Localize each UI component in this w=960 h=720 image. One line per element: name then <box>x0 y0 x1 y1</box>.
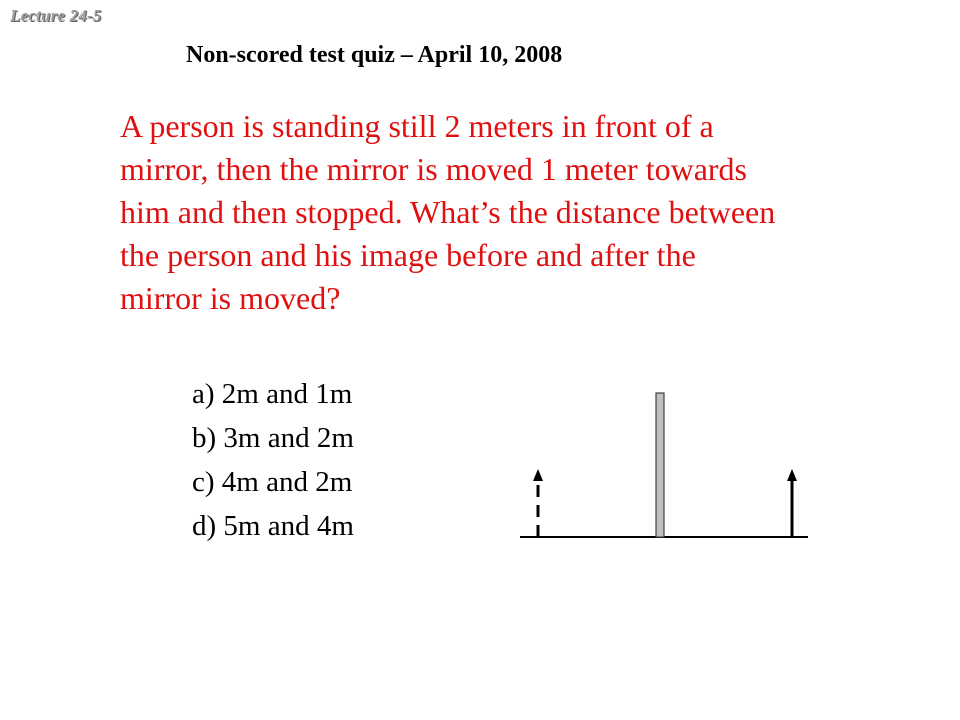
question-line: him and then stopped. What’s the distance between <box>120 194 776 230</box>
question-line: A person is standing still 2 meters in front of a <box>120 108 714 144</box>
choice-a: a) 2m and 1m <box>192 378 353 410</box>
person-arrow <box>787 469 797 537</box>
mirror <box>656 393 664 537</box>
question-line: the person and his image before and after the <box>120 237 696 273</box>
choice-c: c) 4m and 2m <box>192 466 353 498</box>
image-arrow <box>533 469 543 537</box>
choice-d: d) 5m and 4m <box>192 510 354 542</box>
mirror-diagram <box>510 380 810 545</box>
question-text <box>120 105 920 320</box>
question-line: mirror is moved? <box>120 280 341 316</box>
question-line: mirror, then the mirror is moved 1 meter towards <box>120 151 747 187</box>
page-title: Non-scored test quiz – April 10, 2008 <box>186 42 563 68</box>
answer-choices <box>192 372 354 548</box>
choice-b: b) 3m and 2m <box>192 422 354 454</box>
lecture-tag: Lecture 24-5 <box>10 6 102 25</box>
